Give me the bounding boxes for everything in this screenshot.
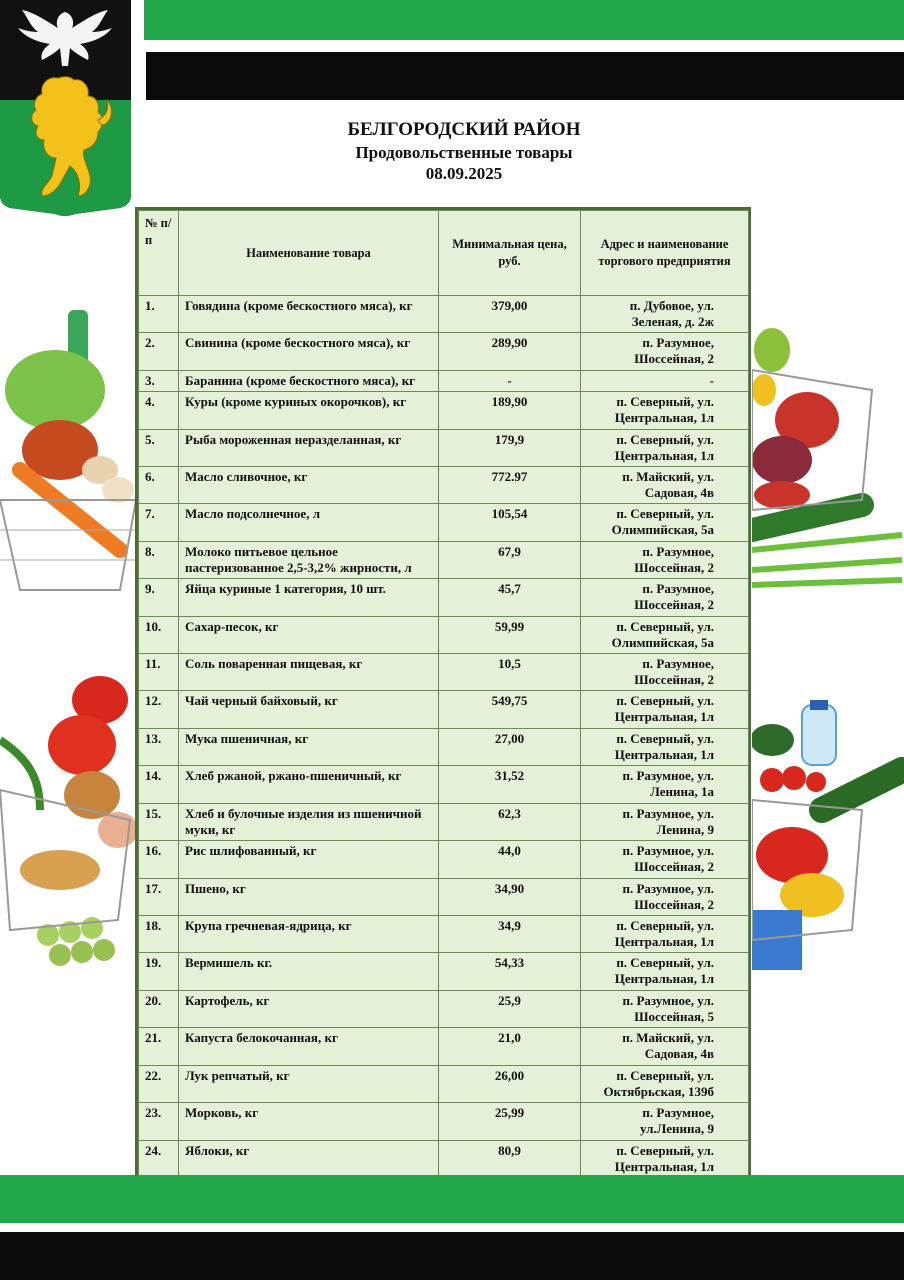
table-row	[139, 1065, 749, 1102]
cell-product-name: Рис шлифованный, кг	[179, 841, 439, 878]
table-row	[139, 429, 749, 466]
table-row	[139, 915, 749, 952]
cell-product-name: Молоко питьевое цельное пастеризованное 2,5-3,2% жирности, л	[179, 541, 439, 578]
table-row	[139, 296, 749, 333]
table-row	[139, 333, 749, 370]
cell-number: 17.	[139, 878, 179, 915]
cell-min-price: 34,90	[439, 878, 581, 915]
cell-min-price: 179,9	[439, 429, 581, 466]
table-row	[139, 1028, 749, 1065]
category-title: Продовольственные товары	[355, 143, 573, 162]
cell-number: 9.	[139, 579, 179, 616]
cell-product-name: Капуста белокочанная, кг	[179, 1028, 439, 1065]
cell-number: 8.	[139, 541, 179, 578]
cell-product-name: Свинина (кроме бескостного мяса), кг	[179, 333, 439, 370]
coat-of-arms-icon	[0, 0, 131, 218]
cell-store-address: п. Разумное, ул. Ленина, 1а	[581, 766, 749, 803]
cell-number: 19.	[139, 953, 179, 990]
table-body	[139, 296, 749, 1178]
left-vegetable-basket-icon	[0, 300, 136, 620]
cell-number: 4.	[139, 392, 179, 429]
header-num: № п/п	[139, 211, 179, 296]
cell-min-price: 44,0	[439, 841, 581, 878]
cell-product-name: Рыба мороженная неразделанная, кг	[179, 429, 439, 466]
cell-store-address: п. Северный, ул. Центральная, 1л	[581, 691, 749, 728]
cell-number: 16.	[139, 841, 179, 878]
cell-product-name: Морковь, кг	[179, 1103, 439, 1140]
cell-product-name: Вермишель кг.	[179, 953, 439, 990]
table-row	[139, 504, 749, 541]
document-date: 08.09.2025	[425, 164, 503, 183]
cell-min-price: 80,9	[439, 1140, 581, 1177]
cell-product-name: Говядина (кроме бескостного мяса), кг	[179, 296, 439, 333]
table-header-row	[139, 211, 749, 296]
cell-number: 3.	[139, 370, 179, 391]
cell-store-address: п. Северный, ул. Олимпийская, 5а	[581, 504, 749, 541]
price-table	[138, 210, 749, 1178]
cell-product-name: Масло сливочное, кг	[179, 466, 439, 503]
cell-product-name: Хлеб ржаной, ржано-пшеничный, кг	[179, 766, 439, 803]
cell-min-price: 10,5	[439, 654, 581, 691]
table-row	[139, 878, 749, 915]
cell-store-address: п. Северный, ул. Центральная, 1л	[581, 1140, 749, 1177]
cell-min-price: 549,75	[439, 691, 581, 728]
cell-min-price: 772.97	[439, 466, 581, 503]
cell-product-name: Сахар-песок, кг	[179, 616, 439, 653]
cell-min-price: 105,54	[439, 504, 581, 541]
cell-number: 7.	[139, 504, 179, 541]
cell-min-price: 25,99	[439, 1103, 581, 1140]
table-row	[139, 953, 749, 990]
cell-product-name: Соль поваренная пищевая, кг	[179, 654, 439, 691]
cell-number: 10.	[139, 616, 179, 653]
table-row	[139, 803, 749, 840]
cell-store-address: п. Разумное, ул. Ленина, 9	[581, 803, 749, 840]
table-row	[139, 466, 749, 503]
cell-product-name: Баранина (кроме бескостного мяса), кг	[179, 370, 439, 391]
table-row	[139, 728, 749, 765]
cell-store-address: п. Северный, ул. Центральная, 1л	[581, 915, 749, 952]
cell-number: 1.	[139, 296, 179, 333]
cell-number: 23.	[139, 1103, 179, 1140]
cell-number: 12.	[139, 691, 179, 728]
table-row	[139, 654, 749, 691]
cell-min-price: 27,00	[439, 728, 581, 765]
table-row	[139, 579, 749, 616]
cell-min-price: 26,00	[439, 1065, 581, 1102]
cell-product-name: Чай черный байховый, кг	[179, 691, 439, 728]
cell-store-address: п. Северный, ул. Центральная, 1л	[581, 392, 749, 429]
cell-min-price: 289,90	[439, 333, 581, 370]
cell-product-name: Хлеб и булочные изделия из пшеничной муки, кг	[179, 803, 439, 840]
table-row	[139, 392, 749, 429]
cell-number: 21.	[139, 1028, 179, 1065]
cell-product-name: Мука пшеничная, кг	[179, 728, 439, 765]
table-row	[139, 841, 749, 878]
cell-number: 24.	[139, 1140, 179, 1177]
right-fruit-basket-icon	[752, 300, 904, 610]
table-row	[139, 1103, 749, 1140]
cell-min-price: 31,52	[439, 766, 581, 803]
cell-min-price: 34,9	[439, 915, 581, 952]
cell-store-address: -	[581, 370, 749, 391]
header-name: Наименование товара	[179, 211, 439, 296]
table-row	[139, 691, 749, 728]
cell-min-price: -	[439, 370, 581, 391]
cell-number: 6.	[139, 466, 179, 503]
cell-store-address: п. Разумное, ул. Шоссейная, 2	[581, 878, 749, 915]
header-address: Адрес и наименование торгового предприятия	[581, 211, 749, 296]
cell-product-name: Крупа гречневая-ядрица, кг	[179, 915, 439, 952]
cell-store-address: п. Майский, ул. Садовая, 4в	[581, 466, 749, 503]
cell-product-name: Яблоки, кг	[179, 1140, 439, 1177]
cell-product-name: Куры (кроме куриных окорочков), кг	[179, 392, 439, 429]
cell-store-address: п. Разумное, Шоссейная, 2	[581, 541, 749, 578]
cell-store-address: п. Разумное, Шоссейная, 2	[581, 333, 749, 370]
header-black-bar	[146, 52, 904, 100]
cell-number: 18.	[139, 915, 179, 952]
cell-min-price: 54,33	[439, 953, 581, 990]
footer-green-bar	[0, 1175, 904, 1223]
cell-min-price: 189,90	[439, 392, 581, 429]
cell-number: 14.	[139, 766, 179, 803]
cell-store-address: п. Разумное, Шоссейная, 2	[581, 579, 749, 616]
cell-store-address: п. Разумное, ул. Шоссейная, 5	[581, 990, 749, 1027]
cell-store-address: п. Северный, ул. Октябрьская, 139б	[581, 1065, 749, 1102]
cell-min-price: 59,99	[439, 616, 581, 653]
table-row	[139, 616, 749, 653]
cell-product-name: Яйца куриные 1 категория, 10 шт.	[179, 579, 439, 616]
cell-store-address: п. Майский, ул. Садовая, 4в	[581, 1028, 749, 1065]
price-table-container	[135, 207, 751, 1181]
cell-product-name: Масло подсолнечное, л	[179, 504, 439, 541]
cell-number: 11.	[139, 654, 179, 691]
cell-store-address: п. Северный, ул. Центральная, 1л	[581, 429, 749, 466]
cell-min-price: 21,0	[439, 1028, 581, 1065]
district-title: БЕЛГОРОДСКИЙ РАЙОН	[347, 119, 581, 140]
header-green-bar	[144, 0, 904, 40]
cell-min-price: 62,3	[439, 803, 581, 840]
cell-store-address: п. Разумное, ул. Шоссейная, 2	[581, 841, 749, 878]
right-vegetable-basket-icon	[752, 700, 904, 980]
cell-number: 13.	[139, 728, 179, 765]
cell-number: 2.	[139, 333, 179, 370]
table-row	[139, 370, 749, 391]
document-title	[300, 118, 628, 185]
cell-min-price: 379,00	[439, 296, 581, 333]
cell-store-address: п. Разумное, ул.Ленина, 9	[581, 1103, 749, 1140]
cell-store-address: п. Северный, ул. Олимпийская, 5а	[581, 616, 749, 653]
cell-number: 5.	[139, 429, 179, 466]
cell-store-address: п. Северный, ул. Центральная, 1л	[581, 953, 749, 990]
cell-store-address: п. Северный, ул. Центральная, 1л	[581, 728, 749, 765]
cell-number: 22.	[139, 1065, 179, 1102]
cell-min-price: 67,9	[439, 541, 581, 578]
left-tomato-basket-icon	[0, 670, 136, 1000]
table-row	[139, 990, 749, 1027]
table-row	[139, 541, 749, 578]
cell-number: 20.	[139, 990, 179, 1027]
table-row	[139, 1140, 749, 1177]
cell-store-address: п. Разумное, Шоссейная, 2	[581, 654, 749, 691]
cell-product-name: Пшено, кг	[179, 878, 439, 915]
cell-min-price: 45,7	[439, 579, 581, 616]
table-row	[139, 766, 749, 803]
cell-number: 15.	[139, 803, 179, 840]
header-price: Минимальная цена, руб.	[439, 211, 581, 296]
cell-product-name: Картофель, кг	[179, 990, 439, 1027]
footer-black-bar	[0, 1232, 904, 1280]
cell-store-address: п. Дубовое, ул. Зеленая, д. 2ж	[581, 296, 749, 333]
cell-min-price: 25,9	[439, 990, 581, 1027]
cell-product-name: Лук репчатый, кг	[179, 1065, 439, 1102]
